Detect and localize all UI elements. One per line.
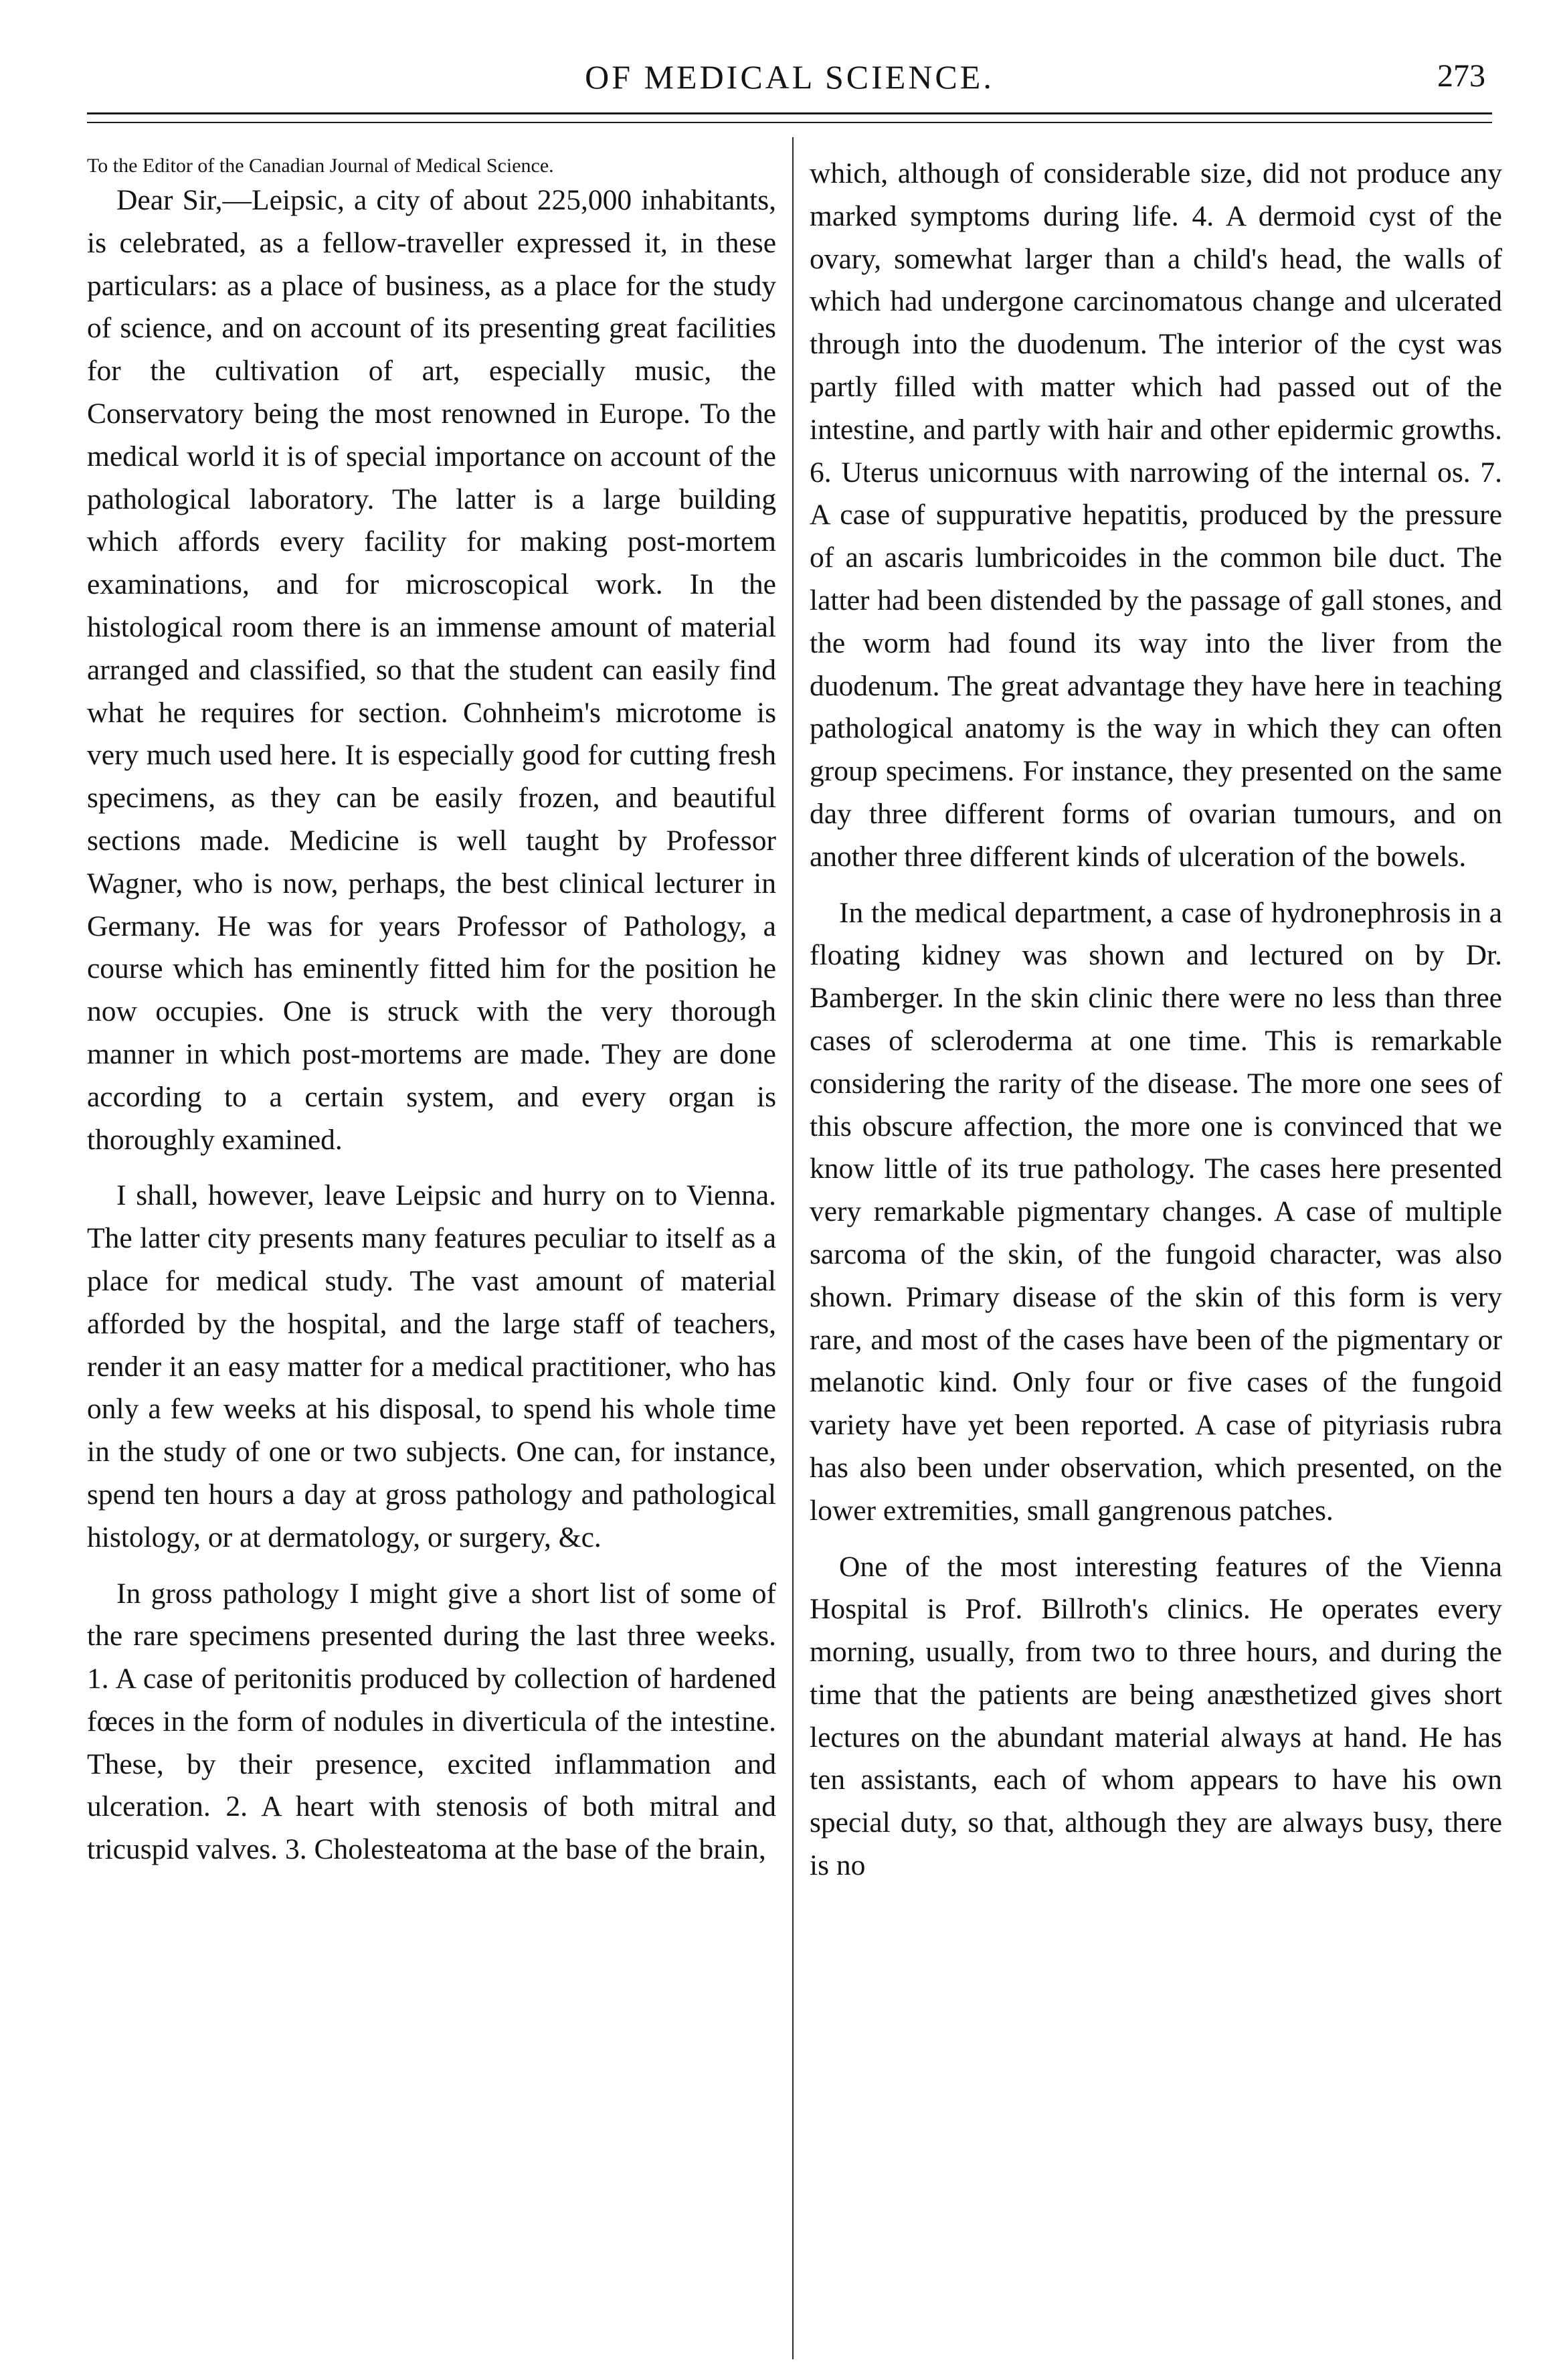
right-column [810, 153, 1502, 1887]
paragraph-vienna: I shall, however, leave Leipsic and hurry on to Vienna. The latter city presents many features peculiar to itself as a place for medical study. The vast amount of material afforded by the hospital, and the large staff of teachers, render it an easy matter for a medical practitioner, who has only a few weeks at his disposal, to spend his whole time in the study of one or two subjects. One can, for instance, spend ten hours a day at gross pathology and pathological histology, or at dermatology, or surgery, &c. [87, 1179, 776, 1553]
paragraph-leipsic: Dear Sir,—Leipsic, a city of about 225,000 inhabitants, is celebrated, as a fellow-traveller expressed it, in these particulars: as a place of business, as a place for the study of science, and on account of its presenting great facilities for the cultivation of art, especially music, the Conservatory being the most renowned in Europe. To the medical world it is of special importance on account of the pathological laboratory. The latter is a large building which affords every facility for making post-mortem examinations, and for microscopical work. In the histological room there is an immense amount of material arranged and classified, so that the student can easily find what he requires for section. Cohnheim's microtome is very much used here. It is especially good for cutting fresh specimens, as they can be easily frozen, and beautiful sections made. Medicine is well taught by Professor Wagner, who is now, perhaps, the best clinical lecturer in Germany. He was for years Professor of Pathology, a course which has eminently fitted him for the position he now occupies. One is struck with the very thorough manner in which post-mortems are made. They are done according to a certain system, and every organ is thoroughly examined. [87, 184, 776, 1156]
paragraph-medical-department: In the medical department, a case of hydronephrosis in a floating kidney was shown and lectured on by Dr. Bamberger. In the skin clinic there were no less than three cases of scleroderma at one time. This is remarkable considering the rarity of the disease. The more one sees of this obscure affection, the more one is convinced that we know little of its true pathology. The cases here presented very remarkable pigmentary changes. A case of multiple sarcoma of the skin, of the fungoid character, was also shown. Primary disease of the skin of this form is very rare, and most of the cases have been of the pigmentary or melanotic kind. Only four or five cases of the fungoid variety have yet been reported. A case of pityriasis rubra has also been under observation, which presented, on the lower extremities, small gangrenous patches. [810, 896, 1502, 1527]
left-column [87, 153, 776, 1871]
column-divider [792, 137, 794, 2359]
header-rule-top [87, 112, 1492, 114]
running-header [87, 52, 1492, 112]
letter-address: To the Editor of the Canadian Journal of Medical Science. [87, 155, 554, 177]
paragraph-billroth-clinics: One of the most interesting features of the Vienna Hospital is Prof. Billroth's clinics. He operates every morning, usually, from two to three hours, and during the time that the patients are being anæsthetized gives short lectures on the abundant material always at hand. He has ten assistants, each of whom appears to have his own special duty, so that, although they are always busy, there is no [810, 1550, 1502, 1882]
running-title: OF MEDICAL SCIENCE. [585, 58, 994, 96]
header-rule-bottom [87, 122, 1492, 123]
paragraph-gross-pathology: In gross pathology I might give a short list of some of the rare specimens presented during the last three weeks. 1. A case of peritonitis produced by collection of hardened fœces in the form of nodules in diverticula of the intestine. These, by their presence, excited inflammation and ulceration. 2. A heart with stenosis of both mitral and tricuspid valves. 3. Cholesteatoma at the base of the brain, [87, 1577, 776, 1866]
page-number: 273 [1437, 58, 1485, 94]
paragraph-specimens-continued: which, although of considerable size, did not produce any marked symptoms during life. 4. A dermoid cyst of the ovary, somewhat larger than a child's head, the walls of which had undergone carcinomatous change and ulcerated through into the duodenum. The interior of the cyst was partly filled with matter which had passed out of the intestine, and partly with hair and other epidermic growths. 6. Uterus unicornuus with narrowing of the internal os. 7. A case of suppurative hepatitis, produced by the pressure of an ascaris lumbricoides in the common bile duct. The latter had been distended by the passage of gall stones, and the worm had found its way into the liver from the duodenum. The great advantage they have here in teaching pathological anatomy is the way in which they can often group specimens. For instance, they presented on the same day three different forms of ovarian tumours, and on another three different kinds of ulceration of the bowels. [810, 157, 1502, 873]
